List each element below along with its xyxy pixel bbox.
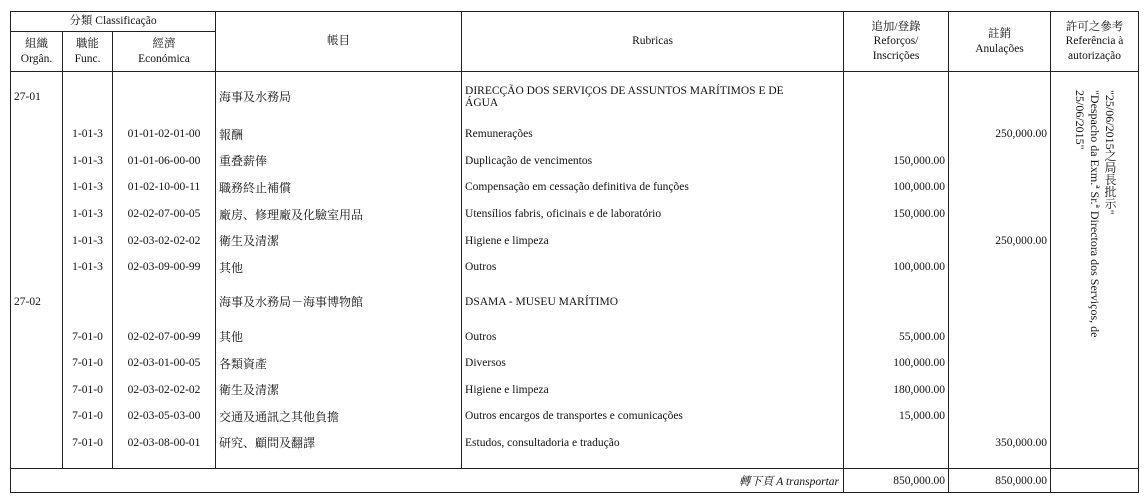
reforco-value [844,227,949,254]
rubrica: Higiene e limpeza [462,376,844,403]
econ-code: 02-02-07-00-99 [113,323,216,350]
econ-code: 02-03-02-02-02 [113,227,216,254]
func-code [63,72,113,122]
org-code [11,227,63,254]
org-code [11,254,63,281]
authorization-cell [1051,72,1139,469]
org-code: 27-01 [11,72,63,122]
func-code: 1-01-3 [63,201,113,228]
rubrica: DSAMA - MUSEU MARÍTIMO [462,280,844,323]
func-code: 1-01-3 [63,227,113,254]
econ-code: 01-01-06-00-00 [113,148,216,175]
econ-code [113,72,216,122]
org-code [11,430,63,457]
anulacao-value [949,376,1051,403]
func-code [63,280,113,323]
econ-header: 經濟 Económica [113,32,216,72]
econ-code: 02-03-09-00-99 [113,254,216,281]
anulacao-value [949,174,1051,201]
anulacao-value [949,72,1051,122]
account-zh: 海事及水務局－海事博物館 [216,280,462,323]
reforco-value [844,430,949,457]
anulacao-value [949,148,1051,175]
org-code [11,403,63,430]
econ-code: 01-02-10-00-11 [113,174,216,201]
account-zh: 其他 [216,323,462,350]
org-code [11,201,63,228]
account-zh: 廠房、修理廠及化驗室用品 [216,201,462,228]
anulacao-value [949,350,1051,377]
reforco-value: 100,000.00 [844,350,949,377]
account-zh: 重叠薪俸 [216,148,462,175]
econ-code: 02-03-08-00-01 [113,430,216,457]
anulacoes-header: 註銷 Anulações [949,12,1051,72]
reforco-value: 55,000.00 [844,323,949,350]
rubrica: Utensílios fabris, oficinais e de laboratório [462,201,844,228]
econ-code: 01-01-02-01-00 [113,121,216,148]
anulacao-value: 250,000.00 [949,227,1051,254]
anulacao-value [949,323,1051,350]
econ-code: 02-03-02-02-02 [113,376,216,403]
classification-header: 分類 Classificação [11,12,216,32]
func-code: 1-01-3 [63,121,113,148]
func-code: 7-01-0 [63,430,113,457]
reforco-value: 100,000.00 [844,174,949,201]
referencia-total-empty [1051,469,1139,493]
econ-code: 02-03-01-00-05 [113,350,216,377]
referencia-header: 許可之參考 Referência à autorização [1051,12,1139,72]
org-code [11,323,63,350]
org-code [11,376,63,403]
func-header: 職能 Func. [63,32,113,72]
anulacao-value [949,403,1051,430]
rubrica: Remunerações [462,121,844,148]
account-zh: 海事及水務局 [216,72,462,122]
reforco-value: 100,000.00 [844,254,949,281]
rubrica: Outros [462,254,844,281]
rubrica: Compensação em cessação definitiva de funções [462,174,844,201]
func-code: 7-01-0 [63,403,113,430]
rubricas-header: Rubricas [462,12,844,72]
anulacoes-total: 850,000.00 [949,469,1051,493]
econ-code: 02-03-05-03-00 [113,403,216,430]
account-zh: 各類資產 [216,350,462,377]
reforco-value: 150,000.00 [844,201,949,228]
func-code: 1-01-3 [63,254,113,281]
func-code: 7-01-0 [63,376,113,403]
rubrica: Diversos [462,350,844,377]
account-zh: 研究、顧問及翻譯 [216,430,462,457]
account-zh-header: 帳目 [216,12,462,72]
anulacao-value [949,201,1051,228]
account-zh: 其他 [216,254,462,281]
org-code: 27-02 [11,280,63,323]
account-zh: 衛生及清潔 [216,227,462,254]
rubrica: Outros encargos de transportes e comunicações [462,403,844,430]
rubrica: Estudos, consultadoria e tradução [462,430,844,457]
econ-code: 02-02-07-00-05 [113,201,216,228]
org-code [11,148,63,175]
reforco-value [844,121,949,148]
org-code [11,350,63,377]
reforco-value: 15,000.00 [844,403,949,430]
budget-table [10,11,1139,493]
anulacao-value [949,280,1051,323]
func-code: 7-01-0 [63,350,113,377]
anulacao-value: 250,000.00 [949,121,1051,148]
rubrica: DIRECÇÃO DOS SERVIÇOS DE ASSUNTOS MARÍTIMOS E DE ÁGUA [462,72,844,122]
func-code: 7-01-0 [63,323,113,350]
anulacao-value [949,254,1051,281]
rubrica: Higiene e limpeza [462,227,844,254]
org-code [11,174,63,201]
authorization-ref: "25/06/2015之局長批示" "Despacho da Exm.ª Sr.ª Directora dos Serviços, de 25/06/2015" [1073,90,1118,338]
reforcos-header: 追加/登錄 Reforços/ Inscrições [844,12,949,72]
account-zh: 交通及通訊之其他負擔 [216,403,462,430]
org-code [11,121,63,148]
rubrica: Outros [462,323,844,350]
reforco-value [844,280,949,323]
reforco-value: 150,000.00 [844,148,949,175]
organ-header: 組織 Orgân. [11,32,63,72]
reforco-value: 180,000.00 [844,376,949,403]
anulacao-value: 350,000.00 [949,430,1051,457]
reforco-value [844,72,949,122]
func-code: 1-01-3 [63,174,113,201]
rubrica: Duplicação de vencimentos [462,148,844,175]
econ-code [113,280,216,323]
account-zh: 衛生及清潔 [216,376,462,403]
reforcos-total: 850,000.00 [844,469,949,493]
transport-label: 轉下頁 A transportar [11,469,844,493]
account-zh: 報酬 [216,121,462,148]
func-code: 1-01-3 [63,148,113,175]
account-zh: 職務終止補償 [216,174,462,201]
